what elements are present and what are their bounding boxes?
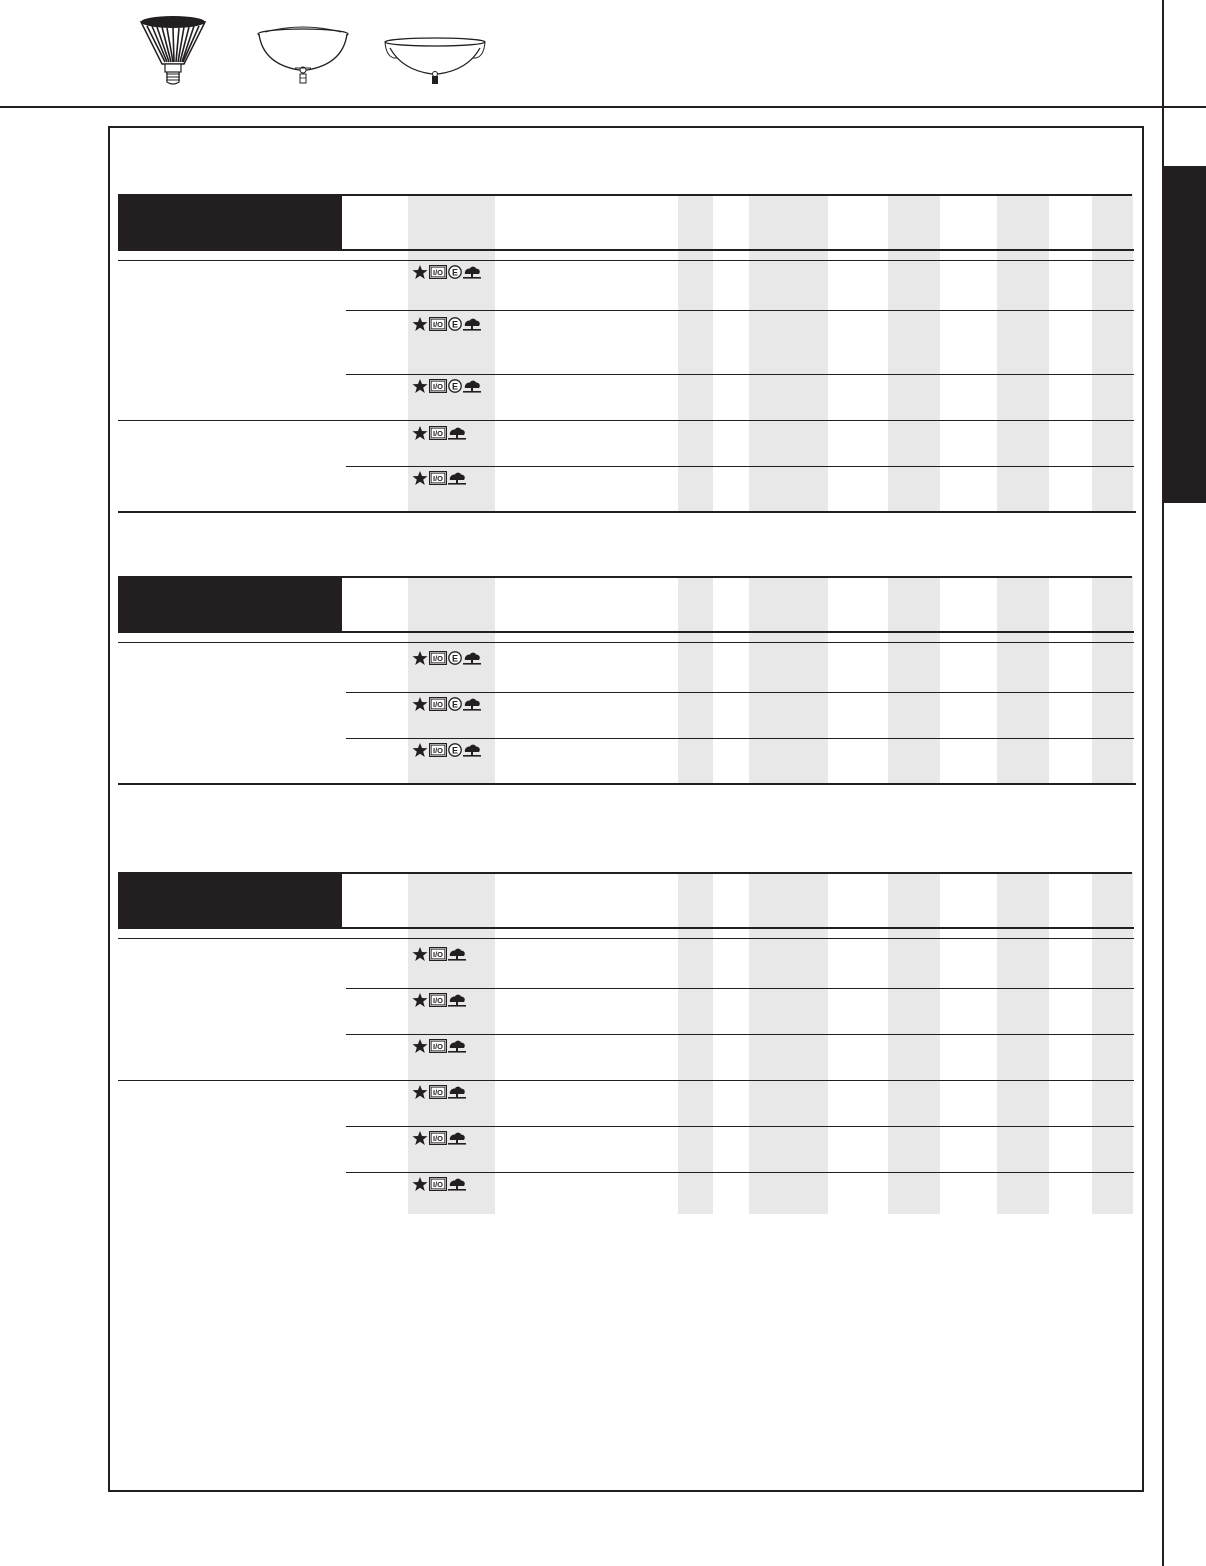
feature-icon-group xyxy=(412,1130,466,1146)
tree-icon xyxy=(448,471,466,485)
shaded-column xyxy=(1092,194,1133,512)
feature-icon-group xyxy=(412,742,481,758)
shaded-column xyxy=(749,194,828,512)
tree-icon xyxy=(448,1177,466,1191)
table-row-divider xyxy=(346,374,1134,375)
table-row-divider xyxy=(346,1126,1134,1127)
star-icon xyxy=(412,378,428,394)
indoor-outdoor-icon xyxy=(429,651,447,665)
tree-icon xyxy=(448,993,466,1007)
star-icon xyxy=(412,1084,428,1100)
indoor-outdoor-icon xyxy=(429,426,447,440)
e-circle-icon xyxy=(448,317,462,331)
section-2-header-top-rule xyxy=(342,576,1132,578)
indoor-outdoor-icon xyxy=(429,743,447,757)
feature-icon-group xyxy=(412,316,481,332)
table-row-divider xyxy=(346,1034,1134,1035)
feature-icon-group xyxy=(412,1038,466,1054)
shaded-column xyxy=(678,194,713,512)
e-circle-icon xyxy=(448,265,462,279)
tree-icon xyxy=(463,379,481,393)
star-icon xyxy=(412,470,428,486)
shaded-column xyxy=(888,576,940,784)
section-1-header-top-rule xyxy=(342,194,1132,196)
indoor-outdoor-icon xyxy=(429,697,447,711)
shaded-column xyxy=(678,576,713,784)
tree-icon xyxy=(463,265,481,279)
feature-icon-group xyxy=(412,1084,466,1100)
section-1-header-label-block xyxy=(118,194,342,250)
star-icon xyxy=(412,316,428,332)
section-2-end-rule xyxy=(118,783,1136,785)
table-row-divider xyxy=(346,1172,1134,1173)
tree-icon xyxy=(448,426,466,440)
shaded-column xyxy=(997,576,1049,784)
star-icon xyxy=(412,1038,428,1054)
section-3-group-2-rule xyxy=(118,1080,1134,1081)
tree-icon xyxy=(448,1085,466,1099)
shaded-column xyxy=(997,194,1049,512)
shaded-column xyxy=(678,872,713,1214)
section-2-header-bottom-rule xyxy=(118,631,1134,633)
e-circle-icon xyxy=(448,379,462,393)
section-2-header-label-block xyxy=(118,576,342,632)
indoor-outdoor-icon xyxy=(429,471,447,485)
shaded-column xyxy=(1092,872,1133,1214)
feature-icon-group xyxy=(412,946,466,962)
tree-icon xyxy=(463,697,481,711)
feature-icon-group xyxy=(412,992,466,1008)
shaded-column xyxy=(997,872,1049,1214)
section-3-header-top-rule xyxy=(342,872,1132,874)
feature-icon-group xyxy=(412,470,466,486)
section-3-header-bottom-rule xyxy=(118,927,1134,929)
indoor-outdoor-icon xyxy=(429,1131,447,1145)
table-row-divider xyxy=(346,692,1134,693)
tree-icon xyxy=(448,1039,466,1053)
indoor-outdoor-icon xyxy=(429,1039,447,1053)
table-row-divider xyxy=(346,738,1134,739)
par-lamp-screw-terminal-illustration xyxy=(255,12,351,93)
shaded-column xyxy=(888,872,940,1214)
indoor-outdoor-icon xyxy=(429,993,447,1007)
star-icon xyxy=(412,1130,428,1146)
tree-icon xyxy=(448,947,466,961)
star-icon xyxy=(412,992,428,1008)
tree-icon xyxy=(463,651,481,665)
shaded-column xyxy=(749,872,828,1214)
tree-icon xyxy=(448,1131,466,1145)
table-row-divider xyxy=(346,310,1134,311)
indoor-outdoor-icon xyxy=(429,317,447,331)
star-icon xyxy=(412,425,428,441)
e-circle-icon xyxy=(448,743,462,757)
star-icon xyxy=(412,946,428,962)
star-icon xyxy=(412,742,428,758)
feature-icon-group xyxy=(412,425,466,441)
section-tab xyxy=(1163,166,1206,503)
spec-table-frame xyxy=(108,126,1144,1492)
par-lamp-medium-base-illustration xyxy=(138,12,208,93)
section-1-header-bottom-rule xyxy=(118,249,1134,251)
indoor-outdoor-icon xyxy=(429,1177,447,1191)
tree-icon xyxy=(463,743,481,757)
tree-icon xyxy=(463,317,481,331)
section-1-end-rule xyxy=(118,511,1136,513)
star-icon xyxy=(412,1176,428,1192)
indoor-outdoor-icon xyxy=(429,1085,447,1099)
feature-icon-group xyxy=(412,696,481,712)
feature-icon-group xyxy=(412,378,481,394)
shaded-column xyxy=(888,194,940,512)
top-rule xyxy=(0,106,1206,108)
indoor-outdoor-icon xyxy=(429,947,447,961)
indoor-outdoor-icon xyxy=(429,265,447,279)
e-circle-icon xyxy=(448,651,462,665)
shaded-column xyxy=(408,194,495,512)
star-icon xyxy=(412,650,428,666)
section-2-group-1-rule xyxy=(118,642,1134,643)
par-lamp-wide-screw-terminal-illustration xyxy=(382,12,488,93)
feature-icon-group xyxy=(412,1176,466,1192)
feature-icon-group xyxy=(412,264,481,280)
table-row-divider xyxy=(346,988,1134,989)
indoor-outdoor-icon xyxy=(429,379,447,393)
section-1-group-1-rule xyxy=(118,260,1134,261)
shaded-column xyxy=(749,576,828,784)
star-icon xyxy=(412,264,428,280)
e-circle-icon xyxy=(448,697,462,711)
star-icon xyxy=(412,696,428,712)
section-3-header-label-block xyxy=(118,872,342,928)
feature-icon-group xyxy=(412,650,481,666)
table-row-divider xyxy=(346,466,1134,467)
section-1-group-2-rule xyxy=(118,420,1134,421)
shaded-column xyxy=(1092,576,1133,784)
section-3-group-1-rule xyxy=(118,938,1134,939)
